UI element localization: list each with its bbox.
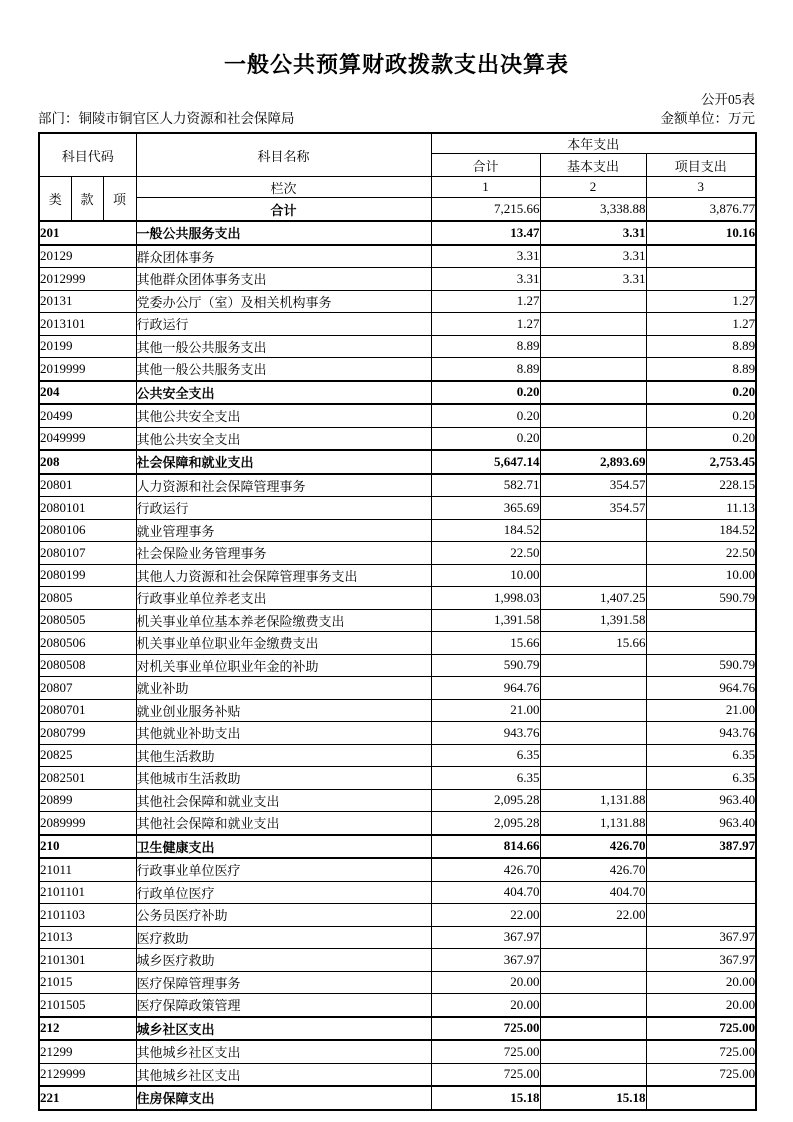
header-row-3 <box>39 177 756 198</box>
table-row <box>39 587 756 610</box>
cell-basic-expenditure: 426.70 <box>540 858 646 881</box>
cell-basic-expenditure <box>540 699 646 722</box>
cell-subject-code: 2082501 <box>39 767 136 790</box>
cell-subject-code: 2080106 <box>39 519 136 542</box>
cell-subject-code: 20807 <box>39 677 136 700</box>
header-col-basic: 基本支出 <box>540 154 646 177</box>
cell-basic-expenditure <box>540 427 646 450</box>
header-col-number-3: 3 <box>646 177 756 198</box>
cell-total: 590.79 <box>431 654 540 677</box>
cell-subject-name: 行政事业单位医疗 <box>136 858 431 881</box>
cell-subject-name: 其他城乡社区支出 <box>136 1040 431 1063</box>
header-col-number-2: 2 <box>540 177 646 198</box>
table-row <box>39 335 756 358</box>
meta-row <box>38 111 755 127</box>
table-row <box>39 427 756 450</box>
cell-total: 0.20 <box>431 404 540 427</box>
cell-subject-code: 2080101 <box>39 497 136 520</box>
header-current-year-group: 本年支出 <box>431 133 756 154</box>
cell-subject-code: 2101505 <box>39 994 136 1017</box>
cell-total: 21.00 <box>431 699 540 722</box>
cell-total: 1,391.58 <box>431 609 540 632</box>
header-subject-name: 科目名称 <box>136 133 431 177</box>
table-row <box>39 744 756 767</box>
cell-subject-name: 就业创业服务补贴 <box>136 699 431 722</box>
cell-subject-code: 20199 <box>39 335 136 358</box>
cell-subject-name: 其他社会保障和就业支出 <box>136 789 431 812</box>
cell-project-expenditure: 0.20 <box>646 404 756 427</box>
table-row <box>39 381 756 405</box>
table-row <box>39 290 756 313</box>
cell-total: 1.27 <box>431 313 540 336</box>
cell-total: 0.20 <box>431 381 540 405</box>
cell-project-expenditure: 590.79 <box>646 587 756 610</box>
table-row <box>39 497 756 520</box>
cell-total: 1.27 <box>431 290 540 313</box>
header-sub-section: 款 <box>71 177 103 222</box>
table-row <box>39 450 756 474</box>
cell-subject-name: 住房保障支出 <box>136 1086 431 1110</box>
table-row <box>39 858 756 881</box>
cell-subject-code: 2080508 <box>39 654 136 677</box>
table-row <box>39 1086 756 1110</box>
cell-subject-name: 行政单位医疗 <box>136 881 431 904</box>
cell-subject-code: 221 <box>39 1086 136 1110</box>
cell-project-expenditure: 8.89 <box>646 335 756 358</box>
cell-subject-name: 人力资源和社会保障管理事务 <box>136 474 431 497</box>
cell-subject-code: 2013101 <box>39 313 136 336</box>
cell-basic-expenditure <box>540 335 646 358</box>
cell-total: 404.70 <box>431 881 540 904</box>
cell-subject-code: 21011 <box>39 858 136 881</box>
cell-subject-code: 20129 <box>39 245 136 268</box>
cell-basic-expenditure <box>540 722 646 745</box>
cell-total: 725.00 <box>431 1063 540 1086</box>
cell-total: 5,647.14 <box>431 450 540 474</box>
table-row <box>39 632 756 655</box>
cell-subject-code: 2101101 <box>39 881 136 904</box>
table-row <box>39 926 756 949</box>
cell-subject-name: 公共安全支出 <box>136 381 431 405</box>
cell-basic-expenditure <box>540 926 646 949</box>
cell-total: 8.89 <box>431 358 540 381</box>
cell-basic-expenditure <box>540 677 646 700</box>
cell-project-expenditure: 21.00 <box>646 699 756 722</box>
cell-subject-name: 其他一般公共服务支出 <box>136 358 431 381</box>
grand-total-total: 7,215.66 <box>431 198 540 222</box>
cell-basic-expenditure: 426.70 <box>540 835 646 859</box>
department-label: 部门：铜陵市铜官区人力资源和社会保障局 <box>38 111 295 126</box>
cell-subject-code: 2080199 <box>39 564 136 587</box>
cell-basic-expenditure: 1,407.25 <box>540 587 646 610</box>
cell-subject-code: 20825 <box>39 744 136 767</box>
cell-subject-name: 其他城乡社区支出 <box>136 1063 431 1086</box>
cell-project-expenditure: 20.00 <box>646 994 756 1017</box>
cell-project-expenditure: 367.97 <box>646 926 756 949</box>
cell-subject-code: 204 <box>39 381 136 405</box>
cell-total: 184.52 <box>431 519 540 542</box>
cell-basic-expenditure <box>540 381 646 405</box>
cell-basic-expenditure <box>540 971 646 994</box>
cell-subject-code: 2129999 <box>39 1063 136 1086</box>
cell-project-expenditure <box>646 268 756 291</box>
cell-subject-code: 2080506 <box>39 632 136 655</box>
table-row <box>39 949 756 972</box>
table-row <box>39 404 756 427</box>
cell-total: 20.00 <box>431 971 540 994</box>
table-row <box>39 881 756 904</box>
cell-subject-name: 其他公共安全支出 <box>136 404 431 427</box>
cell-project-expenditure: 367.97 <box>646 949 756 972</box>
cell-project-expenditure: 1.27 <box>646 313 756 336</box>
cell-project-expenditure: 1.27 <box>646 290 756 313</box>
cell-subject-code: 2080799 <box>39 722 136 745</box>
cell-total: 2,095.28 <box>431 789 540 812</box>
cell-total: 22.50 <box>431 542 540 565</box>
cell-total: 365.69 <box>431 497 540 520</box>
table-row <box>39 221 756 245</box>
cell-subject-name: 城乡社区支出 <box>136 1017 431 1041</box>
cell-subject-name: 就业管理事务 <box>136 519 431 542</box>
table-row <box>39 358 756 381</box>
table-row <box>39 474 756 497</box>
cell-project-expenditure: 963.40 <box>646 789 756 812</box>
cell-subject-code: 2089999 <box>39 812 136 835</box>
cell-subject-name: 医疗保障管理事务 <box>136 971 431 994</box>
cell-project-expenditure: 943.76 <box>646 722 756 745</box>
header-col-number-1: 1 <box>431 177 540 198</box>
table-body <box>39 221 756 1110</box>
cell-project-expenditure: 387.97 <box>646 835 756 859</box>
cell-subject-code: 21013 <box>39 926 136 949</box>
cell-subject-code: 2101301 <box>39 949 136 972</box>
cell-basic-expenditure <box>540 313 646 336</box>
cell-subject-name: 其他社会保障和就业支出 <box>136 812 431 835</box>
cell-basic-expenditure: 2,893.69 <box>540 450 646 474</box>
cell-subject-code: 20131 <box>39 290 136 313</box>
cell-basic-expenditure: 22.00 <box>540 904 646 927</box>
page-title: 一般公共预算财政拨款支出决算表 <box>223 52 569 77</box>
cell-subject-code: 20499 <box>39 404 136 427</box>
cell-subject-name: 行政事业单位养老支出 <box>136 587 431 610</box>
cell-project-expenditure <box>646 609 756 632</box>
cell-subject-name: 其他一般公共服务支出 <box>136 335 431 358</box>
cell-subject-name: 行政运行 <box>136 313 431 336</box>
cell-basic-expenditure <box>540 994 646 1017</box>
grand-total-label: 合计 <box>136 198 431 222</box>
cell-total: 15.18 <box>431 1086 540 1110</box>
header-sub-class: 类 <box>39 177 71 222</box>
cell-basic-expenditure <box>540 519 646 542</box>
cell-project-expenditure <box>646 245 756 268</box>
cell-subject-code: 20801 <box>39 474 136 497</box>
table-row <box>39 699 756 722</box>
cell-total: 964.76 <box>431 677 540 700</box>
grand-total-row <box>39 198 756 222</box>
cell-basic-expenditure: 354.57 <box>540 474 646 497</box>
cell-subject-name: 行政运行 <box>136 497 431 520</box>
cell-subject-code: 2101103 <box>39 904 136 927</box>
cell-project-expenditure: 10.16 <box>646 221 756 245</box>
table-row <box>39 994 756 1017</box>
cell-subject-name: 其他公共安全支出 <box>136 427 431 450</box>
cell-project-expenditure <box>646 904 756 927</box>
cell-total: 2,095.28 <box>431 812 540 835</box>
cell-subject-code: 2080107 <box>39 542 136 565</box>
cell-total: 8.89 <box>431 335 540 358</box>
table-row <box>39 835 756 859</box>
cell-project-expenditure: 963.40 <box>646 812 756 835</box>
cell-subject-code: 2012999 <box>39 268 136 291</box>
cell-project-expenditure: 0.20 <box>646 427 756 450</box>
header-column-index-label: 栏次 <box>136 177 431 198</box>
cell-total: 3.31 <box>431 245 540 268</box>
cell-subject-name: 机关事业单位职业年金缴费支出 <box>136 632 431 655</box>
table-row <box>39 654 756 677</box>
unit-label: 金额单位：万元 <box>660 111 755 126</box>
cell-basic-expenditure: 1,131.88 <box>540 789 646 812</box>
cell-subject-name: 城乡医疗救助 <box>136 949 431 972</box>
cell-basic-expenditure: 354.57 <box>540 497 646 520</box>
table-row <box>39 564 756 587</box>
cell-total: 10.00 <box>431 564 540 587</box>
cell-project-expenditure: 2,753.45 <box>646 450 756 474</box>
cell-total: 725.00 <box>431 1040 540 1063</box>
cell-subject-name: 一般公共服务支出 <box>136 221 431 245</box>
cell-subject-name: 机关事业单位基本养老保险缴费支出 <box>136 609 431 632</box>
cell-subject-code: 2080505 <box>39 609 136 632</box>
cell-project-expenditure: 20.00 <box>646 971 756 994</box>
cell-total: 426.70 <box>431 858 540 881</box>
cell-basic-expenditure <box>540 358 646 381</box>
cell-project-expenditure <box>646 858 756 881</box>
cell-basic-expenditure <box>540 564 646 587</box>
cell-subject-name: 医疗保障政策管理 <box>136 994 431 1017</box>
cell-total: 943.76 <box>431 722 540 745</box>
cell-subject-name: 医疗救助 <box>136 926 431 949</box>
cell-subject-name: 其他城市生活救助 <box>136 767 431 790</box>
table-header <box>39 133 756 221</box>
table-row <box>39 313 756 336</box>
table-row <box>39 1017 756 1041</box>
cell-project-expenditure: 6.35 <box>646 767 756 790</box>
cell-basic-expenditure <box>540 542 646 565</box>
cell-project-expenditure: 964.76 <box>646 677 756 700</box>
form-number-label: 公开05表 <box>701 92 755 107</box>
cell-subject-name: 就业补助 <box>136 677 431 700</box>
cell-total: 814.66 <box>431 835 540 859</box>
cell-basic-expenditure <box>540 767 646 790</box>
grand-total-basic: 3,338.88 <box>540 198 646 222</box>
cell-subject-code: 210 <box>39 835 136 859</box>
cell-basic-expenditure <box>540 949 646 972</box>
cell-project-expenditure: 0.20 <box>646 381 756 405</box>
grand-total-project: 3,876.77 <box>646 198 756 222</box>
table-row <box>39 542 756 565</box>
table-row <box>39 519 756 542</box>
table-row <box>39 789 756 812</box>
cell-basic-expenditure: 3.31 <box>540 268 646 291</box>
cell-basic-expenditure <box>540 1040 646 1063</box>
cell-project-expenditure: 725.00 <box>646 1017 756 1041</box>
cell-subject-name: 群众团体事务 <box>136 245 431 268</box>
cell-total: 20.00 <box>431 994 540 1017</box>
cell-total: 725.00 <box>431 1017 540 1041</box>
cell-subject-code: 2049999 <box>39 427 136 450</box>
table-row <box>39 609 756 632</box>
cell-subject-code: 20805 <box>39 587 136 610</box>
cell-total: 1,998.03 <box>431 587 540 610</box>
cell-basic-expenditure <box>540 1017 646 1041</box>
cell-subject-code: 208 <box>39 450 136 474</box>
cell-subject-code: 21299 <box>39 1040 136 1063</box>
header-col-project: 项目支出 <box>646 154 756 177</box>
cell-subject-code: 2019999 <box>39 358 136 381</box>
table-row <box>39 1063 756 1086</box>
cell-total: 6.35 <box>431 767 540 790</box>
cell-total: 367.97 <box>431 949 540 972</box>
table-row <box>39 1040 756 1063</box>
table-row <box>39 904 756 927</box>
cell-basic-expenditure: 404.70 <box>540 881 646 904</box>
expenditure-table <box>38 132 757 1111</box>
cell-basic-expenditure <box>540 654 646 677</box>
cell-subject-name: 党委办公厅（室）及相关机构事务 <box>136 290 431 313</box>
header-row-1 <box>39 133 756 154</box>
cell-subject-name: 公务员医疗补助 <box>136 904 431 927</box>
table-row <box>39 767 756 790</box>
cell-subject-code: 2080701 <box>39 699 136 722</box>
cell-project-expenditure: 184.52 <box>646 519 756 542</box>
cell-subject-name: 社会保障和就业支出 <box>136 450 431 474</box>
cell-subject-code: 212 <box>39 1017 136 1041</box>
table-row <box>39 812 756 835</box>
cell-project-expenditure: 725.00 <box>646 1040 756 1063</box>
cell-project-expenditure: 6.35 <box>646 744 756 767</box>
cell-total: 13.47 <box>431 221 540 245</box>
table-row <box>39 245 756 268</box>
cell-subject-code: 20899 <box>39 789 136 812</box>
cell-total: 15.66 <box>431 632 540 655</box>
table-row <box>39 677 756 700</box>
table-row <box>39 268 756 291</box>
cell-total: 582.71 <box>431 474 540 497</box>
cell-subject-name: 社会保险业务管理事务 <box>136 542 431 565</box>
cell-subject-code: 21015 <box>39 971 136 994</box>
cell-total: 6.35 <box>431 744 540 767</box>
header-col-total: 合计 <box>431 154 540 177</box>
header-sub-item: 项 <box>103 177 136 222</box>
cell-project-expenditure: 8.89 <box>646 358 756 381</box>
cell-subject-name: 卫生健康支出 <box>136 835 431 859</box>
cell-basic-expenditure <box>540 1063 646 1086</box>
table-row <box>39 722 756 745</box>
cell-project-expenditure <box>646 881 756 904</box>
cell-subject-name: 其他生活救助 <box>136 744 431 767</box>
cell-project-expenditure <box>646 1086 756 1110</box>
cell-subject-name: 其他人力资源和社会保障管理事务支出 <box>136 564 431 587</box>
table-row <box>39 971 756 994</box>
cell-subject-name: 其他群众团体事务支出 <box>136 268 431 291</box>
cell-basic-expenditure: 1,131.88 <box>540 812 646 835</box>
cell-subject-name: 其他就业补助支出 <box>136 722 431 745</box>
cell-total: 367.97 <box>431 926 540 949</box>
cell-project-expenditure: 590.79 <box>646 654 756 677</box>
cell-basic-expenditure: 15.66 <box>540 632 646 655</box>
cell-total: 3.31 <box>431 268 540 291</box>
cell-subject-code: 201 <box>39 221 136 245</box>
cell-project-expenditure: 10.00 <box>646 564 756 587</box>
cell-total: 22.00 <box>431 904 540 927</box>
cell-project-expenditure: 725.00 <box>646 1063 756 1086</box>
cell-project-expenditure: 228.15 <box>646 474 756 497</box>
cell-basic-expenditure <box>540 290 646 313</box>
cell-project-expenditure: 11.13 <box>646 497 756 520</box>
header-subject-code: 科目代码 <box>39 133 136 177</box>
cell-project-expenditure: 22.50 <box>646 542 756 565</box>
cell-basic-expenditure: 15.18 <box>540 1086 646 1110</box>
cell-total: 0.20 <box>431 427 540 450</box>
cell-basic-expenditure: 1,391.58 <box>540 609 646 632</box>
cell-basic-expenditure: 3.31 <box>540 221 646 245</box>
cell-project-expenditure <box>646 632 756 655</box>
cell-basic-expenditure <box>540 744 646 767</box>
cell-basic-expenditure: 3.31 <box>540 245 646 268</box>
cell-subject-name: 对机关事业单位职业年金的补助 <box>136 654 431 677</box>
cell-basic-expenditure <box>540 404 646 427</box>
